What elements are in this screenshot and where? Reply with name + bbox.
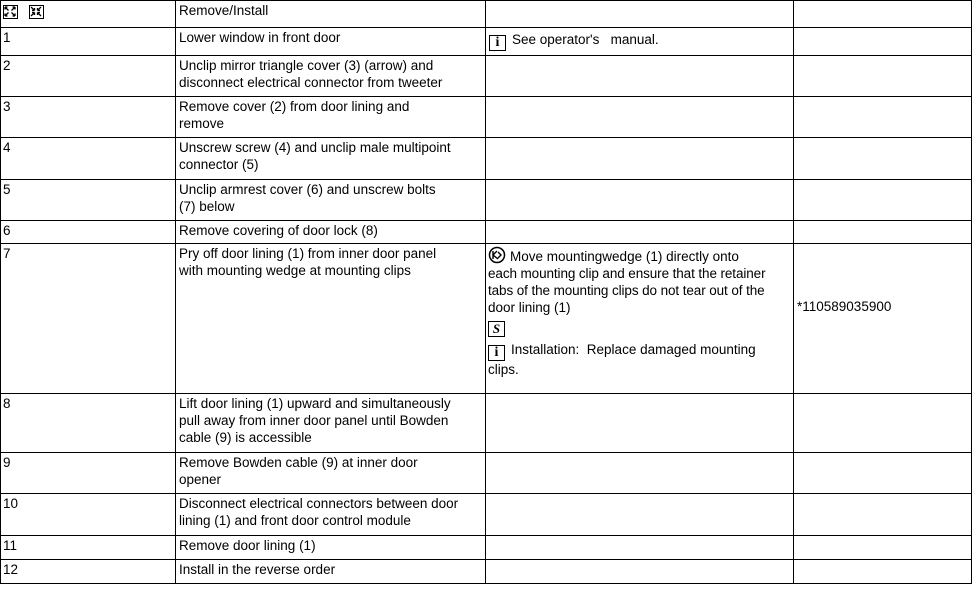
info-icon: i	[488, 345, 505, 361]
table-row	[1, 453, 972, 494]
step-text: Remove door lining (1)	[176, 536, 486, 560]
step-number: 3	[1, 97, 176, 138]
step-number: 9	[1, 453, 176, 494]
step-text: Remove cover (2) from door lining and remove	[176, 97, 486, 138]
table-row	[1, 97, 972, 138]
step-number: 7	[1, 244, 176, 394]
step-notes: Move mountingwedge (1) directly onto each mounting clip and ensure that the retainer tabs of the mounting clips do not tear out of the door lining (1) S i Installation: Replace damaged mounting clips.	[486, 244, 794, 394]
header-title: Remove/Install	[176, 1, 486, 28]
step-text: Unclip mirror triangle cover (3) (arrow) and disconnect electrical connector from tweeter	[176, 56, 486, 97]
table-row	[1, 180, 972, 221]
table-row	[1, 394, 972, 453]
step-text: Unclip armrest cover (6) and unscrew bolts (7) below	[176, 180, 486, 221]
table-row	[1, 494, 972, 536]
step-number: 1	[1, 28, 176, 56]
step-text: Pry off door lining (1) from inner door panel with mounting wedge at mounting clips	[176, 244, 486, 394]
step-text: Remove covering of door lock (8)	[176, 221, 486, 244]
step-number: 12	[1, 560, 176, 584]
step-number: 4	[1, 138, 176, 180]
step-note: i See operator's manual.	[486, 28, 794, 56]
move-wedge-icon	[488, 246, 506, 264]
tool-number: *110589035900	[797, 298, 892, 314]
header-row	[1, 1, 972, 28]
special-tool-icon: S	[488, 321, 505, 337]
step-number: 11	[1, 536, 176, 560]
step-number: 5	[1, 180, 176, 221]
step-number: 2	[1, 56, 176, 97]
install-arrows-icon	[29, 5, 44, 19]
step-text: Install in the reverse order	[176, 560, 486, 584]
table-row	[1, 138, 972, 180]
step-number: 8	[1, 394, 176, 453]
step-text: Unscrew screw (4) and unclip male multipoint connector (5)	[176, 138, 486, 180]
step-number: 6	[1, 221, 176, 244]
table-row	[1, 244, 972, 394]
header-icons-cell	[1, 1, 176, 28]
table-row	[1, 28, 972, 56]
step-number: 10	[1, 494, 176, 536]
table-row	[1, 536, 972, 560]
table-row	[1, 560, 972, 584]
step-text: Lift door lining (1) upward and simultaneously pull away from inner door panel until Bowden cable (9) is accessible	[176, 394, 486, 453]
table-row	[1, 221, 972, 244]
step-text: Disconnect electrical connectors between door lining (1) and front door control module	[176, 494, 486, 536]
remove-arrows-icon	[3, 5, 18, 19]
info-icon: i	[489, 35, 506, 51]
step-text: Lower window in front door	[176, 28, 486, 56]
step-text: Remove Bowden cable (9) at inner door opener	[176, 453, 486, 494]
table-row	[1, 56, 972, 97]
tool-number-cell	[794, 244, 972, 394]
